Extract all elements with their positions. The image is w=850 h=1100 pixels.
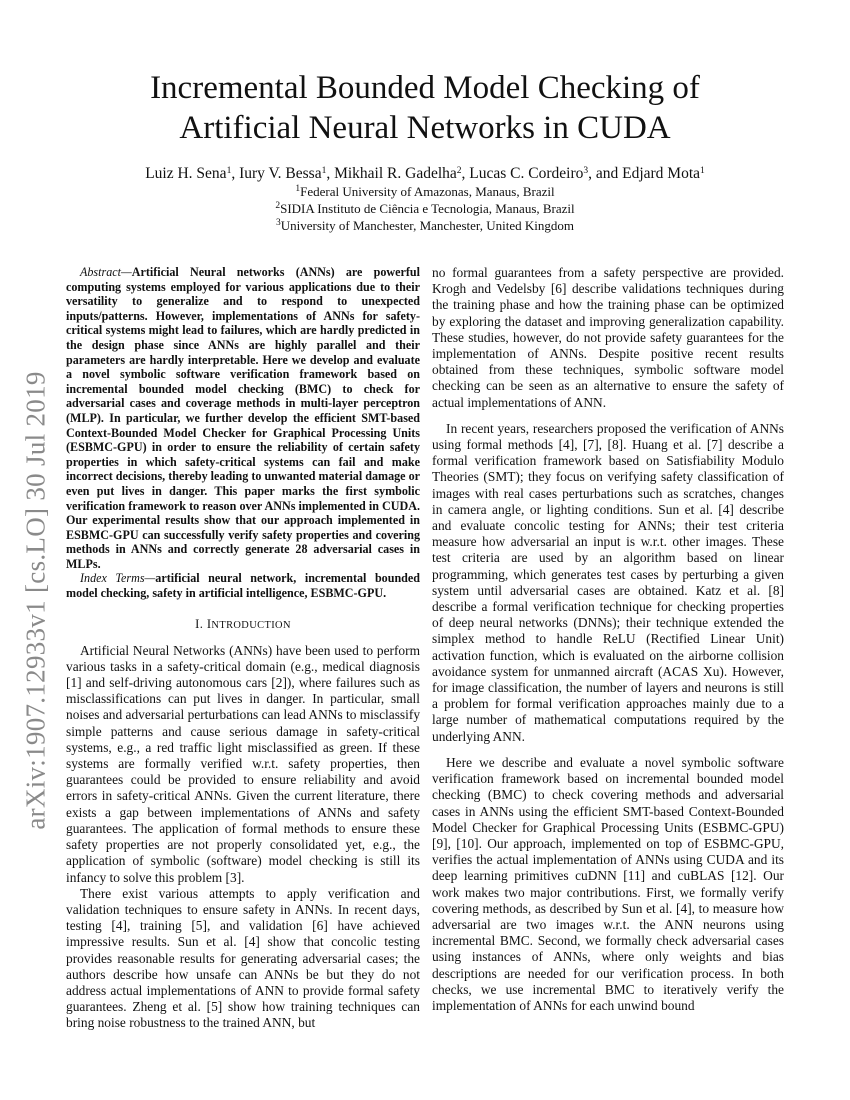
right-column [432, 265, 784, 1014]
affiliation-1 [70, 183, 780, 200]
title-line-2: Artificial Neural Networks in CUDA [179, 110, 671, 146]
abstract-text: Artificial Neural networks (ANNs) are powerful computing systems employed for various applications due to their versatility to generalize and to respond to unexpected inputs/patterns. However, implementations of ANNs for safety-critical systems might lead to failures, which are hardly predicted in the design phase since ANNs are highly parallel and their parameters are hardly interpretable. Here we develop and evaluate a novel symbolic software verification framework based on incremental bounded model checking (BMC) to check for adversarial cases and coverage methods in multi-layer perceptron (MLP). In particular, we further develop the efficient SMT-based Context-Bounded Model Checker for Graphical Processing Units (ESBMC-GPU) in order to ensure the reliability of certain safety properties in which safety-critical systems can fail and make incorrect decisions, thereby leading to unwanted material damage or even put lives in danger. This paper marks the first symbolic verification framework to reason over ANNs implemented in CUDA. Our experimental results show that our approach implemented in ESBMC-GPU can successfully verify safety properties and covering methods in ANNs and correctly generate 28 adversarial cases in MLPs. [66, 265, 420, 571]
affiliation-mark: 2 [275, 201, 281, 211]
paper-title [70, 68, 780, 148]
section-number: I. I [195, 616, 212, 631]
affiliation-text: SIDIA Instituto de Ciência e Tecnologia, Manaus, Brazil [280, 201, 575, 216]
author-affiliation-mark: 1 [226, 166, 232, 176]
left-column [66, 265, 420, 1032]
intro-paragraph-3: no formal guarantees from a safety perspective are provided. Krogh and Vedelsby [6] describe validations techniques during the training phase and how the training phase can be optimized by exploring the dataset and improving generalization capability. These studies, however, do not provide safety guarantees for the implementation of ANNs. Despite positive recent results obtained from these techniques, symbolic software model checking can be seen as an alternative to ensure the safety of actual implementations of ANN. [432, 265, 784, 410]
author-name: , and Edjard Mota [588, 165, 701, 182]
author-name: , Iury V. Bessa [231, 165, 322, 182]
author-affiliation-mark: 3 [583, 166, 589, 176]
affiliation-3 [70, 217, 780, 234]
intro-paragraph-4: In recent years, researchers proposed the verification of ANNs using formal methods [4], [7], [8]. Huang et al. [7] describe a formal verification framework based on Satisfiability Modulo Theories (SMT); they focus on verifying safety classification of images with real cases perturbations such as scratches, changes in camera angle, or lighting conditions. Sun et al. [4] describe and evaluate concolic testing for ANNs; their test criteria measure how adversarial an input is w.r.t. other images. These test criteria are used by an algorithm based on linear programming, which generates test cases by perturbing a given system until adversarial cases are obtained. Katz et al. [8] describe a formal verification technique for checking properties of deep neural networks (DNNs); their technique extended the simplex method to handle ReLU (Rectified Linear Unit) activation function, which is evaluated on the airborne collision avoidance system for unmanned aircraft (ACAS Xu). However, for image classification, the number of layers and neurons is still a problem for formal verification approaches mainly due to a large number of mathematical computations required by the underlying ANN. [432, 420, 784, 744]
author-affiliation-mark: 1 [321, 166, 327, 176]
author-name: , Lucas C. Cordeiro [461, 165, 584, 182]
author-affiliation-mark: 2 [456, 166, 462, 176]
affiliation-mark: 1 [295, 184, 301, 194]
affiliation-text: University of Manchester, Manchester, United Kingdom [280, 218, 574, 233]
intro-paragraph-2: There exist various attempts to apply verification and validation techniques to ensure safety in ANNs. In recent days, testing [4], training [5], and validation [6] have achieved impressive results. Sun et al. [4] show that concolic testing provides reasonable results for generating adversarial cases; the authors describe how unsafe can ANNs be but they do not address actual implementations of ANN to provide formal safety guarantees. Zheng et al. [5] show how training techniques can bring noise robustness to the trained ANN, but [66, 885, 420, 1031]
section-heading-introduction [66, 617, 420, 633]
affiliation-text: Federal University of Amazonas, Manaus, Brazil [300, 184, 555, 199]
abstract-lead: Abstract— [80, 265, 132, 279]
arxiv-identifier: arXiv:1907.12933v1 [cs.LO] 30 Jul 2019 [20, 370, 51, 830]
index-terms-text: artificial neural network, incremental bounded model checking, safety in artificial intelligence, ESBMC-GPU. [66, 571, 420, 601]
index-terms-lead: Index Terms— [80, 571, 156, 586]
arxiv-side-stamp [8, 250, 64, 950]
abstract [66, 265, 420, 571]
author-name: , Mikhail R. Gadelha [326, 165, 457, 182]
author-list [70, 164, 780, 183]
affiliation-mark: 3 [276, 218, 281, 228]
intro-paragraph-5: Here we describe and evaluate a novel symbolic software verification framework based on incremental bounded model checking (BMC) to check covering methods and adversarial cases in ANNs using the efficient SMT-based Context-Bounded Model Checker for Graphical Processing Units (ESBMC-GPU) [9], [10]. Our approach, implemented on top of ESBMC-GPU, verifies the actual implementation of ANNs using CUDA and its deep learning primitives cuDNN [11] and cuBLAS [12]. Our work makes two major contributions. First, we formally verify covering methods, as described by Sun et al. [4], to measure how adversarial are two images w.r.t. the ANN neurons using incremental BMC. Second, we formally check adversarial cases using instances of ANNs, where only weights and bias descriptions are needed for our verification process. In both checks, we use incremental BMC to iteratively verify the implementation of ANNs for each unwind bound [432, 754, 784, 1013]
author-name: Luiz H. Sena [145, 165, 227, 182]
intro-paragraph-1: Artificial Neural Networks (ANNs) have been used to perform various tasks in a safety-critical domain (e.g., medical diagnosis [1] and self-driving autonomous cars [2]), where failures such as misclassifications can put lives in danger. In particular, small noises and adversarial perturbations can lead ANNs to misclassify simple patterns and cause serious damage in safety-critical systems, e.g., a red traffic light misclassified as green. If these systems are formally verified w.r.t. safety properties, then guarantees could be provided to ensure reliability and avoid errors in safety-critical ANNs. Given the current literature, there exists a gap between implementations of ANNs and safety guarantees. The application of formal methods to ensure these safety properties are not properly consolidated yet, e.g., the application of symbolic (software) model checking is still its infancy to solve this problem [3]. [66, 642, 421, 885]
affiliation-2 [70, 200, 780, 217]
index-terms [66, 571, 420, 600]
title-line-1: Incremental Bounded Model Checking of [150, 70, 700, 106]
author-affiliation-mark: 1 [700, 166, 705, 176]
section-title: NTRODUCTION [211, 619, 291, 631]
